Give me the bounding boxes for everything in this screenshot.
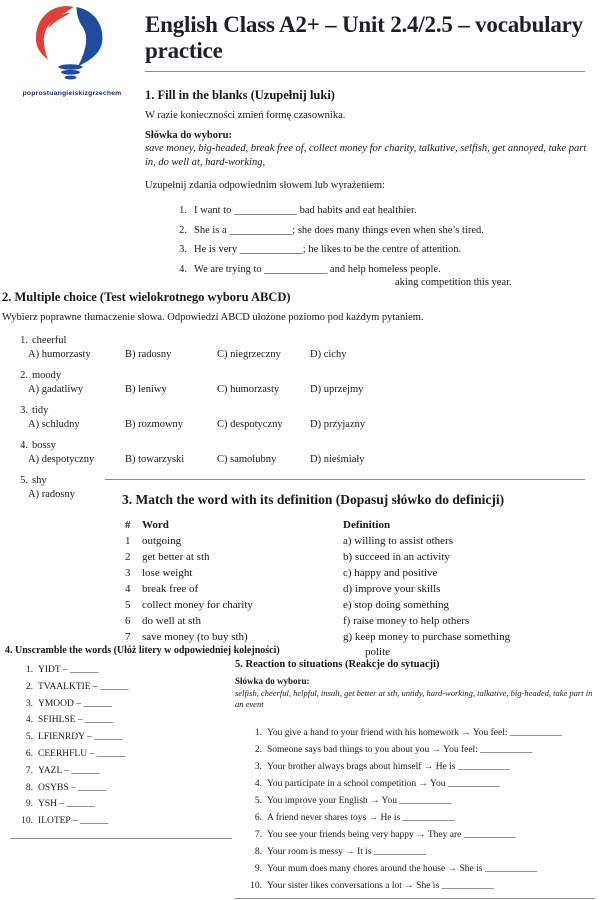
question-word: moody bbox=[32, 370, 62, 381]
item-text: Your brother always brags about himself → He is ___________ bbox=[267, 762, 511, 773]
reaction-item bbox=[235, 847, 598, 857]
item-text: You participate in a school competition → You ___________ bbox=[267, 779, 501, 790]
item-number: 9. bbox=[254, 864, 262, 875]
section-match-definition bbox=[105, 477, 587, 649]
item-number: 10. bbox=[21, 816, 33, 827]
col-definition: Definition bbox=[343, 519, 391, 531]
section2-instruction: Wybierz poprawne tłumaczenie słowa. Odpowiedzi ABCD ułożone poziomo pod każdym pytaniem. bbox=[2, 312, 424, 323]
item-text: YAZL – ______ bbox=[38, 765, 100, 776]
item-number: 8. bbox=[25, 782, 33, 793]
reaction-item bbox=[235, 830, 598, 840]
option-a: A) humorzasty bbox=[28, 349, 91, 360]
item-number: 1. bbox=[25, 665, 33, 675]
clipped-fill-item-fragment: aking competition this year. bbox=[395, 277, 512, 288]
item-number: 1. bbox=[179, 205, 187, 217]
reaction-item bbox=[235, 813, 598, 823]
option-d: D) cichy bbox=[310, 349, 347, 360]
section-reactions bbox=[235, 659, 598, 899]
fill-item bbox=[145, 205, 587, 216]
row-definition: e) stop doing something bbox=[343, 599, 450, 611]
option-b: B) radosny bbox=[125, 349, 172, 360]
question-word: shy bbox=[32, 475, 47, 486]
section5-divider bbox=[235, 898, 595, 899]
reaction-item bbox=[235, 728, 598, 738]
option-a: A) gadatliwy bbox=[28, 384, 84, 395]
page-title: English Class A2+ – Unit 2.4/2.5 – vocabulary practice bbox=[145, 12, 583, 63]
option-a: A) radosny bbox=[28, 489, 75, 500]
item-text: SFIHLSE – ______ bbox=[38, 715, 114, 726]
item-number: 6. bbox=[25, 748, 33, 759]
mc-question bbox=[2, 335, 532, 361]
row-num: 5 bbox=[125, 599, 131, 611]
row-word: break free of bbox=[142, 583, 199, 595]
fill-item bbox=[145, 264, 587, 275]
section3-divider bbox=[105, 479, 585, 480]
section4-heading: 4. Unscramble the words (Ułóż litery w odpowiedniej kolejności) bbox=[5, 645, 280, 656]
table-row bbox=[125, 597, 587, 613]
section5-heading: 5. Reaction to situations (Reakcje do sytuacji) bbox=[235, 659, 440, 670]
item-text: We are trying to ____________ and help homeless people. bbox=[194, 263, 441, 275]
row-num: 1 bbox=[125, 535, 131, 547]
item-number: 7. bbox=[254, 830, 262, 841]
question-word: tidy bbox=[32, 405, 49, 416]
option-c: C) despotyczny bbox=[217, 419, 283, 430]
definition-overflow-fragment: polite bbox=[365, 646, 391, 658]
row-num: 6 bbox=[125, 615, 131, 627]
item-text: She is a ____________; she does many things even when she’s tired. bbox=[194, 224, 484, 236]
option-a: A) schludny bbox=[28, 419, 80, 430]
item-text: Your room is messy → It is ___________ bbox=[267, 847, 427, 858]
question-number: 5. bbox=[20, 475, 28, 486]
item-number: 3. bbox=[179, 244, 187, 256]
item-text: YIDT – ______ bbox=[38, 665, 99, 675]
option-a: A) despotyczny bbox=[28, 454, 95, 465]
item-text: Someone says bad things to you about you → You feel: ___________ bbox=[267, 745, 533, 756]
option-d: D) przyjazny bbox=[310, 419, 366, 430]
item-text: ILOTEP – ______ bbox=[38, 816, 109, 827]
item-number: 9. bbox=[25, 799, 33, 810]
item-text: You give a hand to your friend with his homework → You feel: ___________ bbox=[267, 728, 563, 739]
item-number: 6. bbox=[254, 813, 262, 824]
reaction-item bbox=[235, 796, 598, 806]
row-definition: b) succeed in an activity bbox=[343, 551, 450, 563]
row-definition: d) improve your skills bbox=[343, 583, 441, 595]
reaction-item bbox=[235, 762, 598, 772]
item-number: 7. bbox=[25, 765, 33, 776]
item-text: You see your friends being very happy → They are ___________ bbox=[267, 830, 516, 841]
item-number: 1. bbox=[254, 728, 262, 739]
row-definition: c) happy and positive bbox=[343, 567, 438, 579]
table-row bbox=[125, 581, 587, 597]
section1-note: W razie konieczności zmień formę czasownika. bbox=[145, 110, 346, 121]
question-number: 4. bbox=[20, 440, 28, 451]
brand-logo bbox=[4, 4, 140, 97]
section1-instruction: Uzupełnij zdania odpowiednim słowem lub wyrażeniem: bbox=[145, 180, 385, 192]
section4-divider bbox=[10, 838, 232, 839]
reaction-item bbox=[235, 779, 598, 789]
item-text: Your mum does many chores around the house → She is ___________ bbox=[267, 864, 538, 875]
section1-wordbank: save money, big-headed, break free of, collect money for charity, talkative, selfish, get annoyed, take part in, do well at, hard-working, bbox=[145, 143, 587, 169]
item-text: YSH – ______ bbox=[38, 799, 96, 810]
option-b: B) leniwy bbox=[125, 384, 167, 395]
row-word: do well at sth bbox=[142, 615, 201, 627]
fill-item bbox=[145, 244, 587, 255]
item-number: 2. bbox=[25, 681, 33, 692]
question-word: bossy bbox=[32, 440, 56, 451]
item-text: He is very ____________; he likes to be the centre of attention. bbox=[194, 244, 462, 256]
mc-question bbox=[2, 440, 532, 466]
col-word: Word bbox=[142, 519, 169, 531]
item-number: 4. bbox=[254, 779, 262, 790]
lightbulb-icon bbox=[24, 4, 120, 82]
question-number: 1. bbox=[20, 335, 28, 346]
match-table bbox=[125, 517, 587, 645]
option-b: B) rozmowny bbox=[125, 419, 184, 430]
fill-item bbox=[145, 225, 587, 236]
item-number: 10. bbox=[250, 881, 262, 892]
table-row bbox=[125, 629, 587, 645]
title-divider bbox=[145, 71, 585, 72]
item-number: 3. bbox=[25, 698, 33, 709]
item-number: 4. bbox=[25, 715, 33, 726]
row-num: 2 bbox=[125, 551, 131, 563]
table-row bbox=[125, 533, 587, 549]
reaction-item bbox=[235, 745, 598, 755]
section-fill-in-the-blanks bbox=[145, 88, 587, 283]
table-row bbox=[125, 549, 587, 565]
item-text: CEERHFLU – ______ bbox=[38, 748, 126, 759]
item-number: 2. bbox=[254, 745, 262, 756]
row-word: collect money for charity bbox=[142, 599, 253, 611]
option-c: C) samolubny bbox=[217, 454, 277, 465]
item-text: OSYBS – ______ bbox=[38, 782, 107, 793]
row-word: get better at sth bbox=[142, 551, 210, 563]
row-word: outgoing bbox=[142, 535, 182, 547]
row-definition: a) willing to assist others bbox=[343, 535, 453, 547]
row-word: save money (to buy sth) bbox=[142, 631, 248, 643]
row-definition: f) raise money to help others bbox=[343, 615, 470, 627]
row-num: 4 bbox=[125, 583, 131, 595]
item-number: 5. bbox=[25, 732, 33, 743]
item-text: I want to ____________ bad habits and eat healthier. bbox=[194, 205, 417, 217]
section5-wordbank-label: Słówka do wyboru: bbox=[235, 676, 310, 686]
row-definition: g) keep money to purchase something bbox=[343, 631, 511, 643]
item-number: 8. bbox=[254, 847, 262, 858]
item-number: 2. bbox=[179, 224, 187, 236]
mc-question bbox=[2, 405, 532, 431]
match-table-header bbox=[125, 517, 587, 533]
section2-heading: 2. Multiple choice (Test wielokrotnego wyboru ABCD) bbox=[2, 290, 291, 304]
option-b: B) towarzyski bbox=[125, 454, 185, 465]
reaction-item bbox=[235, 864, 598, 874]
section3-heading: 3. Match the word with its definition (Dopasuj słówko do definicji) bbox=[122, 492, 505, 507]
question-number: 3. bbox=[20, 405, 28, 416]
mc-question bbox=[2, 370, 532, 396]
item-text: You improve your English → You ___________ bbox=[267, 796, 452, 807]
option-d: D) nieśmiały bbox=[310, 454, 365, 465]
section1-heading: 1. Fill in the blanks (Uzupełnij luki) bbox=[145, 88, 335, 102]
option-c: C) niegrzeczny bbox=[217, 349, 281, 360]
item-text: A friend never shares toys → He is ___________ bbox=[267, 813, 455, 824]
row-num: 3 bbox=[125, 567, 131, 579]
row-num: 7 bbox=[125, 631, 131, 643]
table-row bbox=[125, 565, 587, 581]
section5-wordbank: selfish, cheerful, helpful, insult, get better at sth, untidy, hard-working, talkative, big-headed, take part in an event bbox=[235, 688, 593, 710]
reaction-item bbox=[235, 881, 598, 891]
option-d: D) uprzejmy bbox=[310, 384, 364, 395]
item-text: Your sister likes conversations a lot → She is ___________ bbox=[267, 881, 494, 892]
brand-name: poprostuangielskizgrzechem bbox=[22, 90, 122, 97]
item-number: 5. bbox=[254, 796, 262, 807]
item-number: 3. bbox=[254, 762, 262, 773]
table-row bbox=[125, 613, 587, 629]
section1-wordbank-label: Słówka do wyboru: bbox=[145, 130, 232, 141]
col-num: # bbox=[125, 519, 131, 531]
item-text: TVAALKTIE – ______ bbox=[38, 681, 129, 692]
item-number: 4. bbox=[179, 263, 187, 275]
row-word: lose weight bbox=[142, 567, 193, 579]
item-text: LFIENRDY – ______ bbox=[38, 732, 123, 743]
option-c: C) humorzasty bbox=[217, 384, 280, 395]
question-word: cheerful bbox=[32, 335, 67, 346]
item-text: YMOOD – ______ bbox=[38, 698, 112, 709]
question-number: 2. bbox=[20, 370, 28, 381]
